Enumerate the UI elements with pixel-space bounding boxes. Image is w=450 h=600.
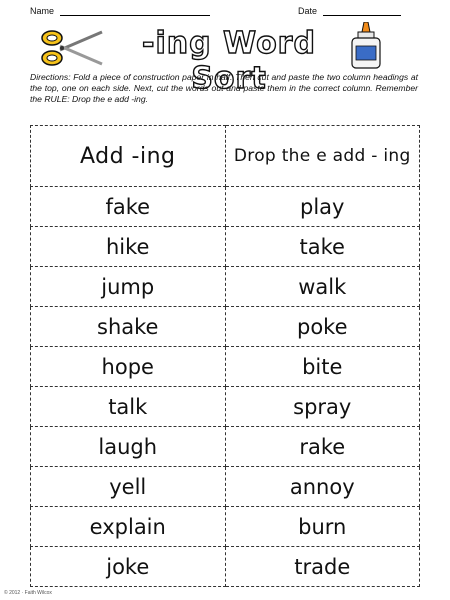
word-card[interactable]: walk xyxy=(225,267,420,307)
word-card[interactable]: annoy xyxy=(225,467,420,507)
word-card[interactable]: hope xyxy=(31,347,226,387)
word-card[interactable]: play xyxy=(225,187,420,227)
name-label: Name xyxy=(30,6,55,16)
word-card[interactable]: joke xyxy=(31,547,226,587)
word-card[interactable]: take xyxy=(225,227,420,267)
header xyxy=(30,6,420,20)
column-header-add-ing[interactable]: Add -ing xyxy=(31,126,226,187)
page-title: -ing Word Sort xyxy=(142,26,316,96)
word-card[interactable]: bite xyxy=(225,347,420,387)
table-row xyxy=(31,227,420,267)
date-line[interactable] xyxy=(323,6,401,16)
column-header-drop-e[interactable]: Drop the e add - ing xyxy=(225,126,420,187)
name-field[interactable] xyxy=(30,6,210,16)
word-card[interactable]: hike xyxy=(31,227,226,267)
table-row xyxy=(31,467,420,507)
scissors-icon xyxy=(40,28,104,68)
word-card[interactable]: rake xyxy=(225,427,420,467)
word-card[interactable]: explain xyxy=(31,507,226,547)
date-field[interactable] xyxy=(298,6,401,16)
copyright-footer: © 2012 · Faith Wilcox xyxy=(4,590,52,596)
table-row xyxy=(31,507,420,547)
table-row xyxy=(31,547,420,587)
word-card[interactable]: shake xyxy=(31,307,226,347)
word-card[interactable]: poke xyxy=(225,307,420,347)
word-card[interactable]: spray xyxy=(225,387,420,427)
word-card[interactable]: laugh xyxy=(31,427,226,467)
table-row xyxy=(31,427,420,467)
table-row xyxy=(31,347,420,387)
table-row xyxy=(31,267,420,307)
word-card[interactable]: fake xyxy=(31,187,226,227)
table-row xyxy=(31,387,420,427)
name-line[interactable] xyxy=(60,6,210,16)
date-label: Date xyxy=(298,6,318,16)
table-row xyxy=(31,307,420,347)
word-card[interactable]: talk xyxy=(31,387,226,427)
glue-bottle-icon xyxy=(348,22,384,70)
word-sort-table xyxy=(30,125,420,587)
word-card[interactable]: trade xyxy=(225,547,420,587)
directions-text: Directions: Fold a piece of construction paper in half. Then cut and paste the two column headings at the top, one on each side. Next, cut the words out and paste them in the correct column. Remember the RULE: Drop the e add -ing. xyxy=(30,72,418,104)
table-row xyxy=(31,187,420,227)
word-card[interactable]: yell xyxy=(31,467,226,507)
table-header-row xyxy=(31,126,420,187)
word-card[interactable]: jump xyxy=(31,267,226,307)
word-card[interactable]: burn xyxy=(225,507,420,547)
